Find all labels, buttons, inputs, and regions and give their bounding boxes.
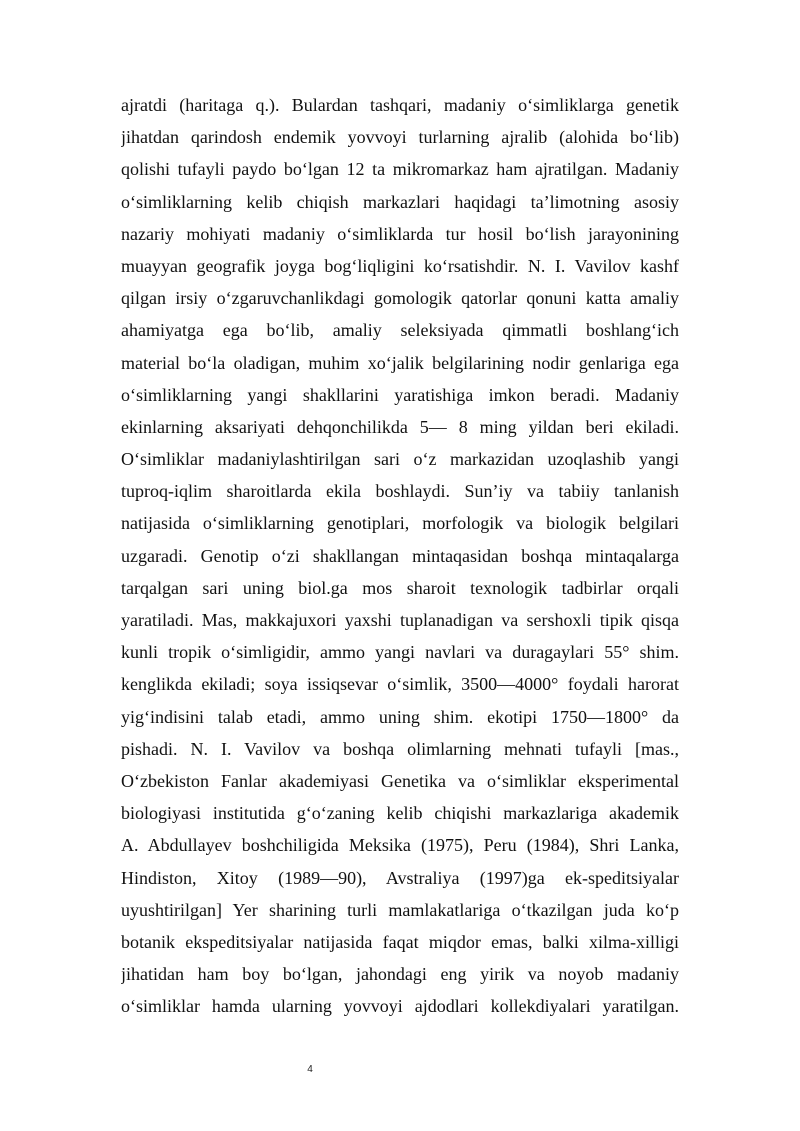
- text-line: biologiyasi institutida g‘o‘zaning kelib chiqishi markazlariga akademik: [121, 803, 679, 824]
- text-line: O‘zbekiston Fanlar akademiyasi Genetika va o‘simliklar eksperimental: [121, 770, 679, 791]
- text-line: uzgaradi. Genotip o‘zi shakllangan mintaqasidan boshqa mintaqalarga: [121, 545, 679, 566]
- text-line: O‘simliklar madaniylashtirilgan sari o‘z markazidan uzoqlashib yangi: [121, 449, 679, 470]
- text-line: o‘simliklarning kelib chiqish markazlari haqidagi ta’limotning asosiy: [121, 191, 679, 212]
- page-number: 4: [307, 1064, 313, 1075]
- text-line: ajratdi (haritaga q.). Bulardan tashqari, madaniy o‘simliklarga genetik: [121, 95, 679, 115]
- text-line: pishadi. N. I. Vavilov va boshqa olimlarning mehnati tufayli [mas.,: [121, 738, 679, 759]
- text-line: qolishi tufayli paydo bo‘lgan 12 ta mikromarkaz ham ajratilgan. Madaniy: [121, 159, 679, 180]
- text-line: jihatdan qarindosh endemik yovvoyi turlarning ajralib (alohida bo‘lib): [121, 127, 679, 148]
- text-line: tuproq-iqlim sharoitlarda ekila boshlaydi. Sun’iy va tabiiy tanlanish: [121, 481, 679, 502]
- text-line: nazariy mohiyati madaniy o‘simliklarda tur hosil bo‘lish jarayonining: [121, 223, 679, 244]
- body-paragraph: [121, 89, 679, 1022]
- text-line: kunli tropik o‘simligidir, ammo yangi navlari va duragaylari 55° shim.: [121, 642, 679, 663]
- text-line: yig‘indisini talab etadi, ammo uning shim. ekotipi 1750—1800° da: [121, 706, 679, 727]
- text-line: ekinlarning aksariyati dehqonchilikda 5— 8 ming yildan beri ekiladi.: [121, 416, 679, 437]
- text-line: material bo‘la oladigan, muhim xo‘jalik belgilarining nodir genlariga ega: [121, 352, 679, 373]
- text-line: natijasida o‘simliklarning genotiplari, morfologik va biologik belgilari: [121, 513, 679, 534]
- text-line: ahamiyatga ega bo‘lib, amaliy seleksiyada qimmatli boshlang‘ich: [121, 320, 679, 341]
- text-line: yaratiladi. Mas, makkajuxori yaxshi tuplanadigan va sershoxli tipik qisqa: [121, 610, 679, 630]
- text-line: o‘simliklarning yangi shakllarini yaratishiga imkon beradi. Madaniy: [121, 384, 679, 405]
- text-line: kenglikda ekiladi; soya issiqsevar o‘simlik, 3500—4000° foydali harorat: [121, 674, 679, 695]
- text-line: A. Abdullayev boshchiligida Meksika (1975), Peru (1984), Shri Lanka,: [121, 835, 679, 856]
- text-line: qilgan irsiy o‘zgaruvchanlikdagi gomologik qatorlar qonuni katta amaliy: [121, 288, 679, 309]
- text-line: jihatidan ham boy bo‘lgan, jahondagi eng yirik va noyob madaniy: [121, 964, 679, 985]
- text-line: tarqalgan sari uning biol.ga mos sharoit texnologik tadbirlar orqali: [121, 577, 679, 598]
- text-line: Hindiston, Xitoy (1989—90), Avstraliya (1997)ga ek-speditsiyalar: [121, 867, 679, 888]
- text-line: muayyan geografik joyga bog‘liqligini ko‘rsatishdir. N. I. Vavilov kashf: [121, 255, 679, 276]
- text-line: botanik ekspeditsiyalar natijasida faqat miqdor emas, balki xilma-xilligi: [121, 931, 679, 952]
- text-line: uyushtirilgan] Yer sharining turli mamlakatlariga o‘tkazilgan juda ko‘p: [121, 899, 679, 920]
- text-line: o‘simliklar hamda ularning yovvoyi ajdodlari kollekdiyalari yaratilgan.: [121, 996, 679, 1017]
